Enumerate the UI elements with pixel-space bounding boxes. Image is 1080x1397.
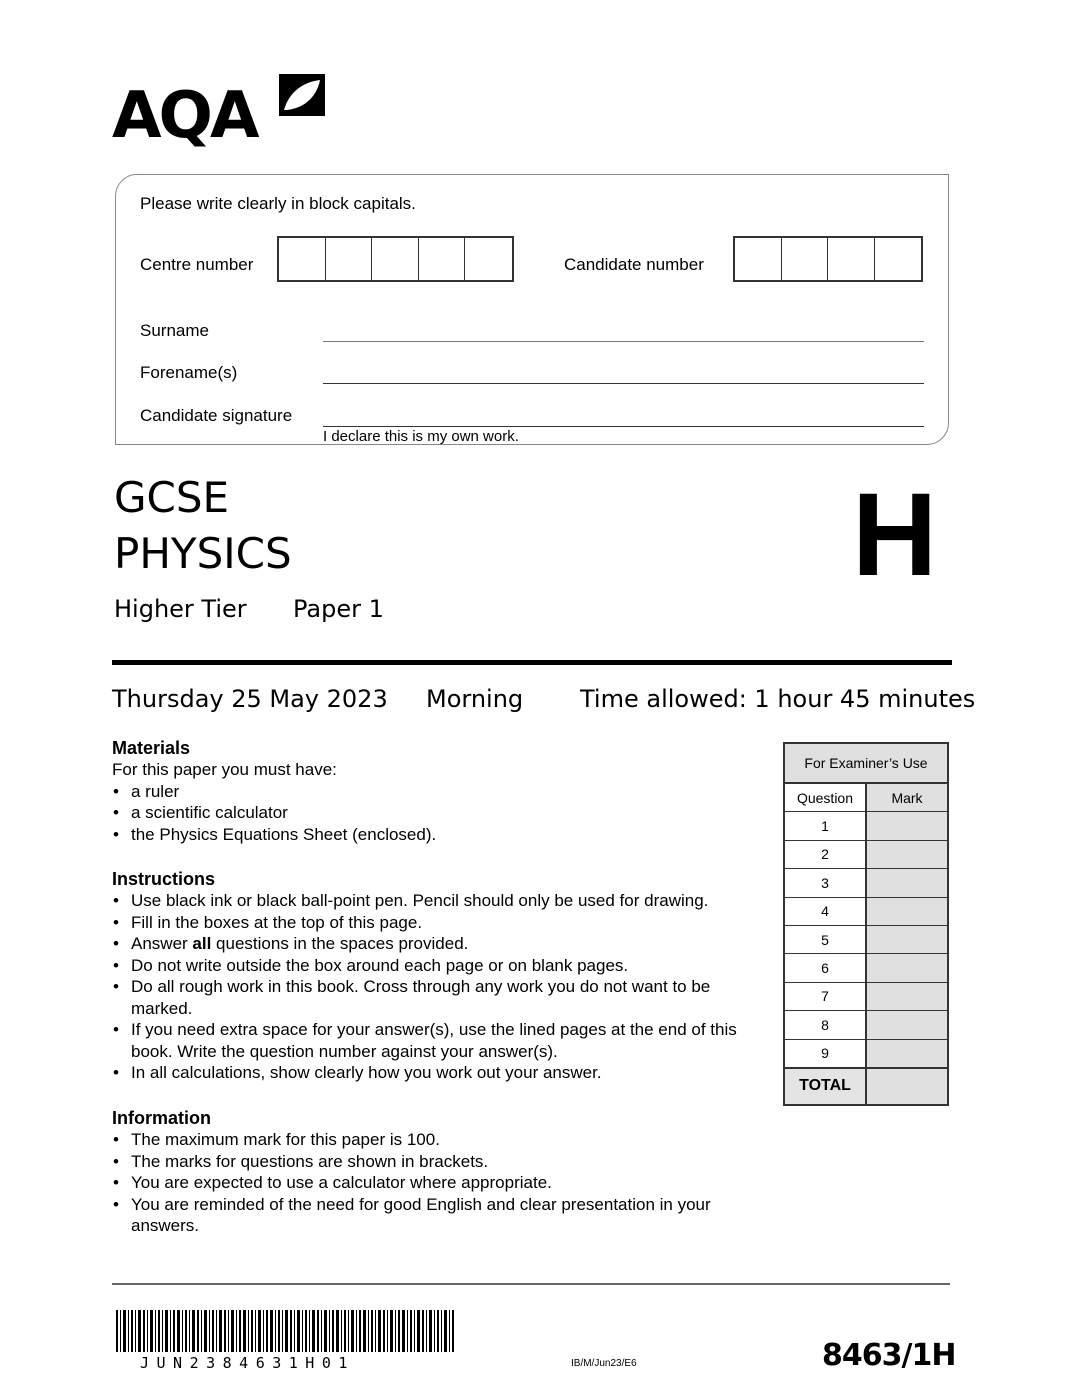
materials-heading: Materials [112, 738, 191, 758]
list-item: • Fill in the boxes at the top of this page. [112, 912, 772, 934]
question-number: 7 [785, 983, 867, 1010]
table-row [785, 983, 947, 1011]
instructions-section [112, 868, 772, 1084]
list-item: • If you need extra space for your answer(s), use the lined pages at the end of this book. Write the question number against your answer(s). [112, 1019, 761, 1062]
tier-label: Higher Tier [114, 595, 247, 623]
table-row [785, 1011, 947, 1039]
text: Answer [131, 934, 193, 953]
list-item: • Use black ink or black ball-point pen. Pencil should only be used for drawing. [112, 890, 772, 912]
signature-field[interactable] [323, 426, 924, 427]
text: questions in the spaces provided. [211, 934, 469, 953]
centre-number-label: Centre number [140, 255, 254, 274]
total-label: TOTAL [785, 1069, 867, 1104]
leaf-icon [277, 74, 325, 116]
list-item: • In all calculations, show clearly how you work out your answer. [112, 1062, 772, 1084]
block-capitals-instruction: Please write clearly in block capitals. [140, 194, 416, 213]
forenames-field[interactable] [323, 383, 924, 384]
time-allowed: Time allowed: 1 hour 45 minutes [580, 685, 976, 713]
mark-cell[interactable] [867, 926, 947, 953]
examiner-use-table [783, 742, 949, 1106]
table-row [785, 841, 947, 869]
barcode-icon [116, 1310, 454, 1352]
list-item: • Do not write outside the box around each page or on blank pages. [112, 955, 772, 977]
examiner-table-title: For Examiner’s Use [785, 744, 947, 784]
list-item: • The marks for questions are shown in brackets. [112, 1151, 732, 1173]
list-item: • a ruler [112, 781, 772, 803]
paper-label: Paper 1 [293, 595, 384, 623]
logo-text: AQA [112, 79, 257, 153]
centre-number-digit[interactable] [326, 238, 373, 280]
mark-column-header: Mark [867, 784, 947, 811]
table-row [785, 812, 947, 840]
instructions-list [112, 890, 772, 1084]
table-row [785, 954, 947, 982]
mark-cell[interactable] [867, 812, 947, 839]
list-item [112, 933, 772, 955]
list-item: • You are expected to use a calculator where appropriate. [112, 1172, 732, 1194]
information-heading: Information [112, 1108, 211, 1128]
aqa-logo [112, 74, 327, 152]
instructions-heading: Instructions [112, 869, 216, 889]
list-item: • the Physics Equations Sheet (enclosed). [112, 824, 772, 846]
materials-list [112, 781, 772, 846]
question-number: 1 [785, 812, 867, 839]
exam-date: Thursday 25 May 2023 [112, 685, 388, 713]
mark-cell[interactable] [867, 1040, 947, 1067]
surname-field[interactable] [323, 341, 924, 342]
list-item: • You are reminded of the need for good English and clear presentation in your answers. [112, 1194, 731, 1237]
centre-number-digit[interactable] [279, 238, 326, 280]
candidate-number-digit[interactable] [735, 238, 782, 280]
table-row [785, 898, 947, 926]
centre-number-digit[interactable] [465, 238, 512, 280]
list-item: • The maximum mark for this paper is 100. [112, 1129, 732, 1151]
candidate-number-digit[interactable] [782, 238, 829, 280]
mark-cell[interactable] [867, 1011, 947, 1038]
question-number: 8 [785, 1011, 867, 1038]
table-row [785, 926, 947, 954]
header-divider [112, 660, 952, 665]
question-number: 6 [785, 954, 867, 981]
mark-cell[interactable] [867, 898, 947, 925]
mark-cell[interactable] [867, 841, 947, 868]
footer-divider [112, 1283, 950, 1285]
mark-cell[interactable] [867, 954, 947, 981]
materials-intro: For this paper you must have: [112, 760, 337, 779]
qualification-title: GCSE [114, 473, 230, 522]
question-number: 9 [785, 1040, 867, 1067]
question-number: 2 [785, 841, 867, 868]
candidate-number-digit[interactable] [875, 238, 921, 280]
mark-cell[interactable] [867, 983, 947, 1010]
information-list [112, 1129, 732, 1237]
barcode-text: JUN2384631H01 [140, 1354, 355, 1372]
total-row [785, 1068, 947, 1104]
mark-cell[interactable] [867, 869, 947, 896]
surname-label: Surname [140, 321, 209, 340]
information-section [112, 1107, 732, 1237]
centre-number-input[interactable] [277, 236, 514, 282]
table-row [785, 1040, 947, 1068]
question-number: 4 [785, 898, 867, 925]
question-number: 3 [785, 869, 867, 896]
question-column-header: Question [785, 784, 867, 811]
list-item: • Do all rough work in this book. Cross through any work you do not want to be marked. [112, 976, 746, 1019]
declaration-text: I declare this is my own work. [323, 428, 519, 445]
exam-session: Morning [426, 685, 524, 713]
centre-number-digit[interactable] [419, 238, 466, 280]
candidate-details-box [115, 174, 949, 445]
paper-code: 8463/1H [822, 1338, 956, 1373]
emphasis: all [192, 934, 212, 953]
table-row [785, 869, 947, 897]
subject-title: PHYSICS [114, 529, 292, 578]
list-item: • a scientific calculator [112, 802, 772, 824]
candidate-number-input[interactable] [733, 236, 923, 282]
candidate-number-label: Candidate number [564, 255, 704, 274]
candidate-number-digit[interactable] [828, 238, 875, 280]
signature-label: Candidate signature [140, 406, 293, 425]
total-mark-cell[interactable] [867, 1069, 947, 1104]
reference-code: IB/M/Jun23/E6 [571, 1358, 637, 1369]
forenames-label: Forename(s) [140, 363, 238, 382]
question-number: 5 [785, 926, 867, 953]
centre-number-digit[interactable] [372, 238, 419, 280]
materials-section [112, 737, 772, 845]
tier-letter: H [852, 469, 938, 601]
table-header-row [785, 784, 947, 812]
